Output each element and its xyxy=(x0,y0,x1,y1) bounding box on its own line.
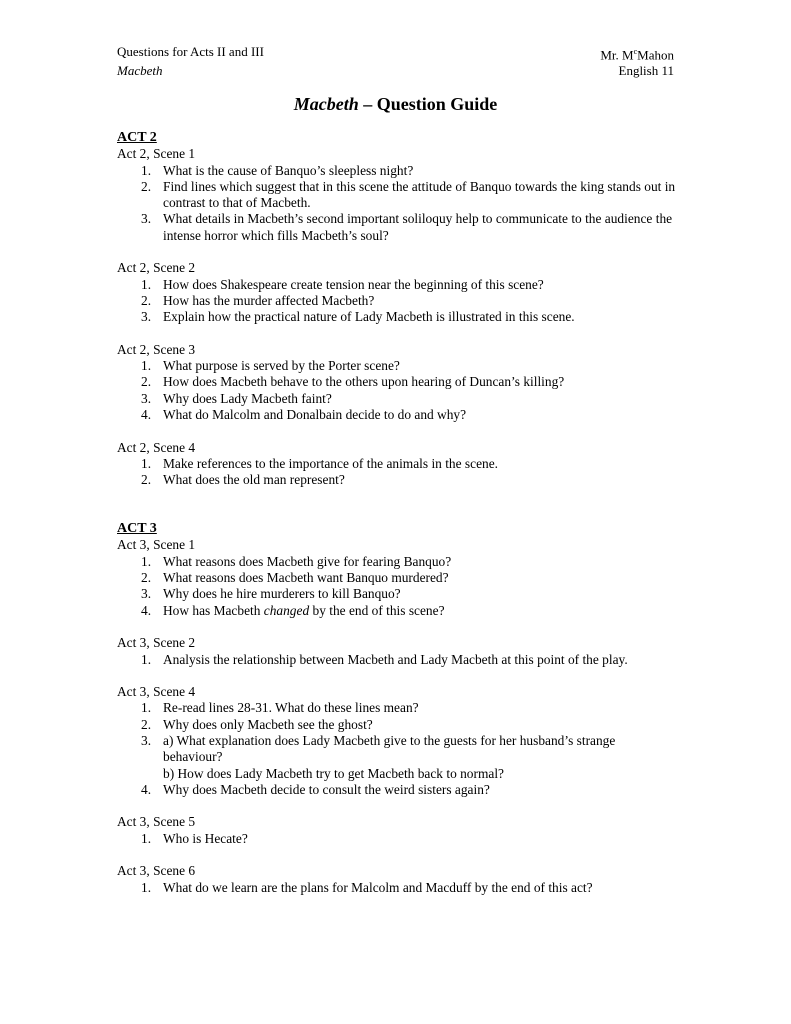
act-2-scene-4 xyxy=(117,440,677,489)
question-item xyxy=(117,782,677,798)
question-text: Why does Lady Macbeth faint? xyxy=(163,390,332,406)
act-2-scene-1 xyxy=(117,146,677,244)
question-item xyxy=(117,163,677,179)
page-title xyxy=(0,93,791,115)
question-list xyxy=(117,554,677,619)
act-2-heading: ACT 2 xyxy=(117,130,157,145)
header-class: English 11 xyxy=(618,63,674,79)
question-number: 2. xyxy=(141,374,152,390)
question-text-emphasis: changed xyxy=(263,602,310,618)
question-text: How does Shakespeare create tension near the beginning of this scene? xyxy=(163,276,544,292)
title-rest: – Question Guide xyxy=(358,94,498,114)
question-text-part: by the end of this scene? xyxy=(309,602,445,618)
question-item xyxy=(117,407,677,423)
teacher-name-suffix: Mahon xyxy=(637,47,674,63)
act-3-heading: ACT 3 xyxy=(117,521,157,537)
question-text: How has the murder affected Macbeth? xyxy=(163,292,375,308)
act-3-scene-6 xyxy=(117,863,677,896)
header-teacher xyxy=(600,44,674,63)
question-number: 1. xyxy=(141,879,152,895)
question-item xyxy=(117,717,677,733)
question-number: 2. xyxy=(141,292,152,308)
page-header xyxy=(117,44,674,79)
header-course-questions: Questions for Acts II and III xyxy=(117,44,264,59)
question-text: What do Malcolm and Donalbain decide to do and why? xyxy=(163,407,467,423)
question-number: 1. xyxy=(141,162,152,178)
question-number: 3. xyxy=(141,390,152,406)
question-item xyxy=(117,277,677,293)
question-text: What is the cause of Banquo’s sleepless night? xyxy=(163,162,414,178)
scene-label: Act 3, Scene 2 xyxy=(117,635,196,651)
scene-label: Act 3, Scene 5 xyxy=(117,814,196,830)
question-list xyxy=(117,163,677,244)
question-text: What do we learn are the plans for Malcolm and Macduff by the end of this act? xyxy=(163,879,593,895)
act-3-scene-4 xyxy=(117,684,677,798)
question-text-part: How has Macbeth xyxy=(163,602,264,618)
question-text: What does the old man represent? xyxy=(163,472,345,488)
question-item xyxy=(117,358,677,374)
question-text xyxy=(163,733,677,782)
question-number: 1. xyxy=(141,358,152,374)
act-2-scene-2 xyxy=(117,260,677,325)
question-list xyxy=(117,831,677,847)
question-item xyxy=(117,733,677,782)
question-list xyxy=(117,277,677,326)
question-item xyxy=(117,179,677,212)
question-text: Analysis the relationship between Macbeth and Lady Macbeth at this point of the play. xyxy=(163,651,628,667)
question-number: 4. xyxy=(141,602,152,618)
question-item xyxy=(117,570,677,586)
question-list xyxy=(117,358,677,423)
question-number: 1. xyxy=(141,700,152,716)
question-text: Re-read lines 28-31. What do these lines mean? xyxy=(163,700,419,716)
question-text: What details in Macbeth’s second important soliloquy help to communicate to the audience the intense horror which fills Macbeth’s soul? xyxy=(163,211,673,243)
scene-label: Act 3, Scene 4 xyxy=(117,684,196,700)
question-text: Make references to the importance of the animals in the scene. xyxy=(163,455,498,471)
scene-label: Act 3, Scene 1 xyxy=(117,537,196,553)
header-book-title: Macbeth xyxy=(117,63,163,79)
question-text: What purpose is served by the Porter scene? xyxy=(163,358,400,374)
question-number: 1. xyxy=(141,276,152,292)
question-item xyxy=(117,554,677,570)
question-text: Explain how the practical nature of Lady Macbeth is illustrated in this scene. xyxy=(163,309,575,325)
question-text: Find lines which suggest that in this scene the attitude of Banquo towards the king stands out in contrast to that of Macbeth. xyxy=(163,178,676,211)
question-number: 2. xyxy=(141,472,152,488)
question-item xyxy=(117,391,677,407)
question-item xyxy=(117,831,677,847)
question-item xyxy=(117,472,677,488)
question-text: Why does only Macbeth see the ghost? xyxy=(163,716,373,732)
teacher-name-sup: c xyxy=(633,47,638,56)
question-number: 1. xyxy=(141,651,152,667)
question-text: Why does he hire murderers to kill Banquo? xyxy=(163,586,401,602)
question-guide-content xyxy=(117,130,677,912)
question-item xyxy=(117,211,677,244)
question-number: 2. xyxy=(141,716,152,732)
question-list xyxy=(117,700,677,798)
question-item xyxy=(117,309,677,325)
teacher-name-prefix: Mr. M xyxy=(600,47,634,63)
act-3-scene-2 xyxy=(117,635,677,668)
question-item xyxy=(117,652,677,668)
question-number: 1. xyxy=(141,455,152,471)
scene-label: Act 2, Scene 4 xyxy=(117,439,196,455)
question-text: What reasons does Macbeth want Banquo murdered? xyxy=(163,570,449,586)
question-number: 3. xyxy=(141,309,152,325)
question-text xyxy=(163,603,677,619)
question-item xyxy=(117,603,677,619)
scene-label: Act 3, Scene 6 xyxy=(117,863,196,879)
act-3-scene-1 xyxy=(117,537,677,618)
question-item xyxy=(117,456,677,472)
question-list xyxy=(117,456,677,489)
question-text: Why does Macbeth decide to consult the weird sisters again? xyxy=(163,781,490,797)
question-text: Who is Hecate? xyxy=(163,830,248,846)
act-3-scene-5 xyxy=(117,814,677,847)
scene-label: Act 2, Scene 2 xyxy=(117,260,196,276)
sub-question-b: b) How does Lady Macbeth try to get Macbeth back to normal? xyxy=(163,765,504,781)
scene-label: Act 2, Scene 3 xyxy=(117,341,196,357)
scene-label: Act 2, Scene 1 xyxy=(117,146,196,162)
question-item xyxy=(117,586,677,602)
question-number: 3. xyxy=(141,586,152,602)
question-list xyxy=(117,880,677,896)
question-item xyxy=(117,880,677,896)
question-number: 3. xyxy=(141,732,152,748)
header-row-1 xyxy=(117,44,674,63)
sub-question-a: a) What explanation does Lady Macbeth give to the guests for her husband’s strange behaviour? xyxy=(163,732,616,765)
question-number: 3. xyxy=(141,211,152,227)
question-text: How does Macbeth behave to the others upon hearing of Duncan’s killing? xyxy=(163,374,565,390)
question-item xyxy=(117,374,677,390)
question-number: 2. xyxy=(141,178,152,194)
question-number: 1. xyxy=(141,553,152,569)
question-list xyxy=(117,652,677,668)
act-2-scene-3 xyxy=(117,342,677,423)
header-row-2 xyxy=(117,63,674,79)
question-number: 4. xyxy=(141,781,152,797)
question-item xyxy=(117,700,677,716)
question-item xyxy=(117,293,677,309)
question-number: 2. xyxy=(141,570,152,586)
question-number: 1. xyxy=(141,830,152,846)
question-text: What reasons does Macbeth give for fearing Banquo? xyxy=(163,553,452,569)
question-number: 4. xyxy=(141,407,152,423)
title-italic: Macbeth xyxy=(293,94,359,114)
